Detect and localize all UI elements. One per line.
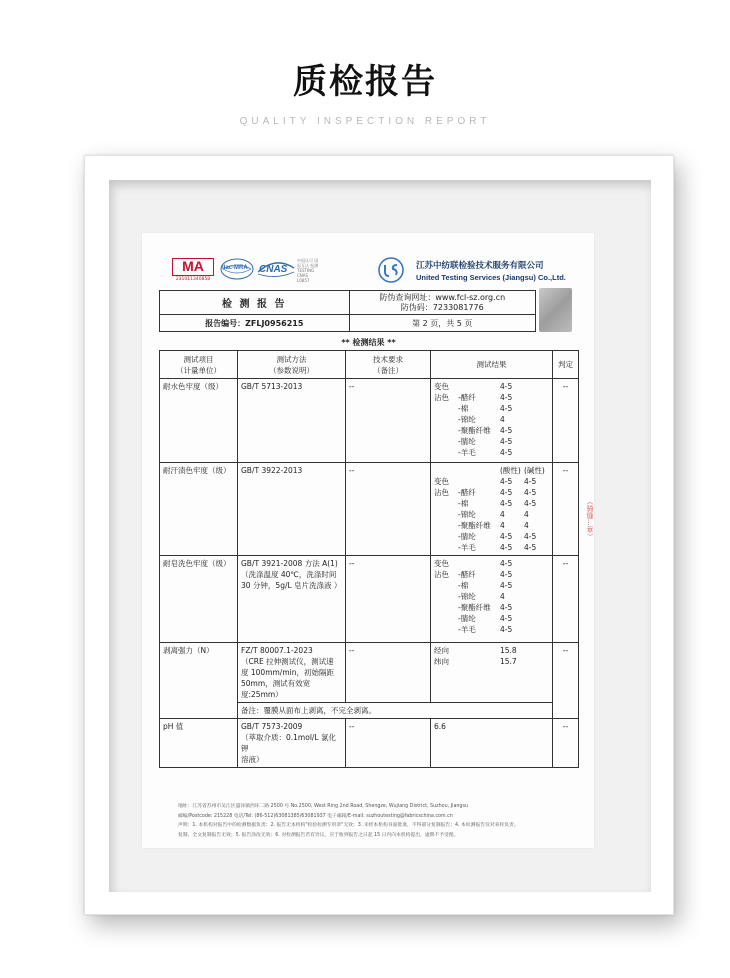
test-requirement: --: [346, 379, 431, 463]
website-label: 防伪查询网址：: [379, 292, 436, 302]
website-link[interactable]: www.fcl-sz.org.cn: [435, 292, 506, 302]
test-method-line: GB/T 5713-2013: [241, 382, 303, 391]
results-table: [159, 350, 579, 768]
result-value: [458, 381, 498, 392]
result-value: 4: [500, 415, 505, 424]
header-result: 测试结果: [431, 351, 553, 379]
result-value: 变色: [434, 477, 449, 486]
result-value: 4-5: [500, 488, 513, 497]
result-value: 变色: [434, 559, 449, 568]
result-value: 4-5: [500, 559, 513, 568]
test-item: 耐皂洗色牢度（级）: [160, 556, 238, 643]
test-method-line: 30 分钟，5g/L 皂片洗涤液 ）: [241, 581, 342, 590]
test-judgement: --: [553, 719, 579, 768]
test-method-line: FZ/T 80007.1-2023: [241, 646, 313, 655]
result-value: [434, 436, 456, 447]
result-value: 纬向: [434, 657, 449, 666]
test-item: 耐水色牢度（级）: [160, 379, 238, 463]
test-judgement: --: [553, 463, 579, 556]
result-value: [434, 602, 456, 613]
result-value: 4-5: [524, 499, 537, 508]
result-value: [524, 656, 546, 667]
result-value: -聚酯纤维: [458, 426, 491, 435]
result-value: 4-5: [500, 437, 513, 446]
result-value: 4-5: [500, 499, 513, 508]
result-value: -醋纤: [458, 570, 476, 579]
result-value: -腈纶: [458, 437, 476, 446]
report-footer: [178, 803, 558, 841]
cnas-logo: [256, 258, 296, 280]
result-value: [524, 569, 546, 580]
result-value: 4: [500, 510, 505, 519]
test-method: [238, 463, 346, 556]
test-method-line: 溶液）: [241, 755, 264, 764]
result-row: [160, 379, 579, 463]
test-method-line: 50mm，测试有效宽: [241, 679, 311, 688]
result-value: [434, 531, 456, 542]
report-header-table: [159, 290, 536, 332]
header-judge: 判定: [553, 351, 579, 379]
result-value: 4-5: [500, 543, 513, 552]
result-value: 6.6: [434, 722, 446, 731]
result-value: 沾色: [434, 393, 449, 402]
result-value: 4-5: [500, 625, 513, 634]
result-value: 沾色: [434, 570, 449, 579]
result-value: 4-5: [524, 532, 537, 541]
result-value: 4-5: [524, 477, 537, 486]
test-method: [238, 556, 346, 643]
result-value: [434, 447, 456, 458]
result-value: -羊毛: [458, 625, 476, 634]
result-value: -锦纶: [458, 510, 476, 519]
result-row: [160, 719, 579, 768]
result-value: -腈纶: [458, 614, 476, 623]
result-value: [434, 509, 456, 520]
test-requirement: --: [346, 556, 431, 643]
result-value: [434, 414, 456, 425]
result-value: [524, 381, 546, 392]
result-value: 4-5: [500, 404, 513, 413]
test-method: [238, 379, 346, 463]
result-value: [434, 542, 456, 553]
result-value: [434, 425, 456, 436]
header-method: 测试方法 （参数说明）: [238, 351, 346, 379]
footer-statement-2: 复制、全文复制报告无效；5. 报告涂改无效；6. 对检测报告若有异议，应于收到报告之日起 15 日内向本机构提出，逾期不予受理。: [178, 832, 459, 838]
result-row: [160, 556, 579, 643]
test-requirement: --: [346, 463, 431, 556]
result-value: 15.8: [500, 646, 517, 655]
result-value: 4: [500, 592, 505, 601]
test-method: [238, 643, 346, 703]
result-value: [524, 613, 546, 624]
result-value: 沾色: [434, 488, 449, 497]
result-value: 4: [524, 510, 529, 519]
result-value: 15.7: [500, 657, 517, 666]
test-judgement: --: [553, 379, 579, 463]
page-title: 质检报告: [293, 62, 437, 102]
result-value: -棉: [458, 404, 469, 413]
result-value: [434, 498, 456, 509]
result-value: [524, 403, 546, 414]
result-value: -羊毛: [458, 448, 476, 457]
test-method-line: （CRE 拉伸测试仪，测试速: [241, 657, 334, 666]
result-value: [434, 580, 456, 591]
result-value: [524, 414, 546, 425]
test-result: [431, 379, 553, 463]
ilac-logo: [220, 258, 254, 280]
anti-fake-info: [349, 291, 536, 315]
result-value: -醋纤: [458, 393, 476, 402]
result-value: [458, 721, 498, 732]
test-method-line: 度:25mm）: [241, 690, 283, 699]
result-value: [458, 645, 498, 656]
result-value: 4: [524, 521, 529, 530]
result-value: [524, 580, 546, 591]
test-judgement: --: [553, 643, 579, 719]
cma-logo: [172, 258, 214, 282]
result-value: -聚酯纤维: [458, 603, 491, 612]
result-value: 4-5: [524, 488, 537, 497]
cnas-side-text: 中国认可 国际互认 检测 TESTING CNAS L0857: [297, 258, 319, 283]
test-method-line: 度 100mm/min，初始隔距: [241, 668, 334, 677]
ilac-logo-text: ilac-MRA: [222, 265, 248, 271]
result-value: [500, 721, 522, 732]
result-value: 4-5: [500, 448, 513, 457]
result-value: -羊毛: [458, 543, 476, 552]
test-result: [431, 556, 553, 643]
test-result: [431, 463, 553, 556]
result-row: [160, 643, 579, 703]
result-value: [434, 403, 456, 414]
page-subtitle: QUALITY INSPECTION REPORT: [239, 116, 491, 127]
test-result: [431, 719, 553, 768]
result-value: [434, 624, 456, 635]
result-value: [524, 645, 546, 656]
result-value: 4-5: [500, 581, 513, 590]
result-condition-label: (酸性): [500, 466, 521, 475]
result-value: 4-5: [500, 532, 513, 541]
test-method: [238, 719, 346, 768]
blurred-qr-code: [539, 288, 572, 332]
report-number: [160, 315, 350, 332]
test-item: 耐汗渍色牢度（级）: [160, 463, 238, 556]
test-method-line: GB/T 3922-2013: [241, 466, 303, 475]
result-value: [524, 425, 546, 436]
result-value: -聚酯纤维: [458, 521, 491, 530]
footer-contact: 邮编/Postcode: 215228 电话/Tel: (86-512)63081385/63081937 电子邮箱/E-mail: suzhoutesting@fabricschina.com.cn: [178, 813, 453, 819]
lab-name-cn: 江苏中纺联检验技术服务有限公司: [416, 261, 544, 271]
result-value: 4-5: [500, 477, 513, 486]
result-value: [524, 602, 546, 613]
result-value: -醋纤: [458, 488, 476, 497]
code-label: 防伪码：: [400, 302, 433, 312]
result-value: 经向: [434, 646, 449, 655]
cma-logo-mark: MA: [172, 258, 214, 276]
footer-address: 地址：江苏省苏州市吴江区盛泽镇西环二路 2500 号 No.2500, West Ring 2nd Road, Shengze, Wujiang District, Suzhou, Jiangsu: [178, 804, 469, 809]
result-value: -腈纶: [458, 532, 476, 541]
test-method-line: （萃取介质：0.1mol/L 氯化钾: [241, 733, 336, 753]
test-method-line: （洗涤温度 40℃，洗涤时间: [241, 570, 337, 579]
result-value: 4-5: [524, 543, 537, 552]
result-note: 备注：覆膜从面布上剥离，不完全剥离。: [238, 703, 553, 719]
test-method-line: GB/T 3921-2008 方法 A(1): [241, 559, 338, 568]
result-value: [458, 558, 498, 569]
header-requirement: 技术要求 （备注）: [346, 351, 431, 379]
footer-statement-1: 声明：1. 本机构对报告中的检测数据负责；2. 报告无本机构"检验检测专用章"无效；3. 未经本机构书面批准，不得部分复制报告；4. 本检测报告仅对来样负责。: [178, 823, 519, 828]
test-item: pH 值: [160, 719, 238, 768]
result-value: [434, 613, 456, 624]
result-value: [524, 624, 546, 635]
report-number-value: ZFLJ0956215: [245, 318, 304, 328]
report-title: 检 测 报 告: [160, 291, 350, 315]
result-value: [524, 447, 546, 458]
test-item: 剥离强力（N）: [160, 643, 238, 719]
lab-name-en: United Testing Services (Jiangsu) Co.,Ltd.: [416, 273, 566, 282]
result-value: 4-5: [500, 426, 513, 435]
result-value: 4-5: [500, 570, 513, 579]
result-value: [458, 476, 498, 487]
test-requirement: --: [346, 719, 431, 768]
result-value: 4-5: [500, 614, 513, 623]
test-requirement: --: [346, 643, 431, 703]
test-method-line: GB/T 7573-2009: [241, 722, 303, 731]
result-value: [458, 656, 498, 667]
result-value: -锦纶: [458, 415, 476, 424]
result-value: 变色: [434, 382, 449, 391]
result-value: 4-5: [500, 393, 513, 402]
result-row: [160, 463, 579, 556]
result-value: [524, 591, 546, 602]
header-item: 测试项目 （计量单位）: [160, 351, 238, 379]
result-value: [524, 392, 546, 403]
cma-logo-number: 231011340858: [175, 277, 211, 282]
lab-logo-icon: [376, 257, 406, 283]
result-value: 4: [500, 521, 505, 530]
result-value: -棉: [458, 499, 469, 508]
report-number-label: 报告编号：: [205, 318, 246, 328]
page-info: 第 2 页，共 5 页: [349, 315, 536, 332]
section-title: ** 检测结果 **: [341, 338, 396, 347]
result-value: -锦纶: [458, 592, 476, 601]
result-value: [434, 520, 456, 531]
seal-stamp: （骑缝...章）: [586, 498, 594, 540]
result-value: -棉: [458, 581, 469, 590]
result-value: [524, 721, 546, 732]
results-header-row: [160, 351, 579, 379]
test-result: [431, 643, 553, 703]
result-value: [524, 436, 546, 447]
anti-fake-code: 7233081776: [432, 302, 484, 312]
result-value: 4-5: [500, 603, 513, 612]
test-judgement: --: [553, 556, 579, 643]
cnas-logo-text: CNAS: [259, 264, 288, 275]
result-value: [524, 558, 546, 569]
result-value: 4-5: [500, 382, 513, 391]
result-value: [434, 591, 456, 602]
result-condition-label: (碱性): [524, 466, 545, 475]
